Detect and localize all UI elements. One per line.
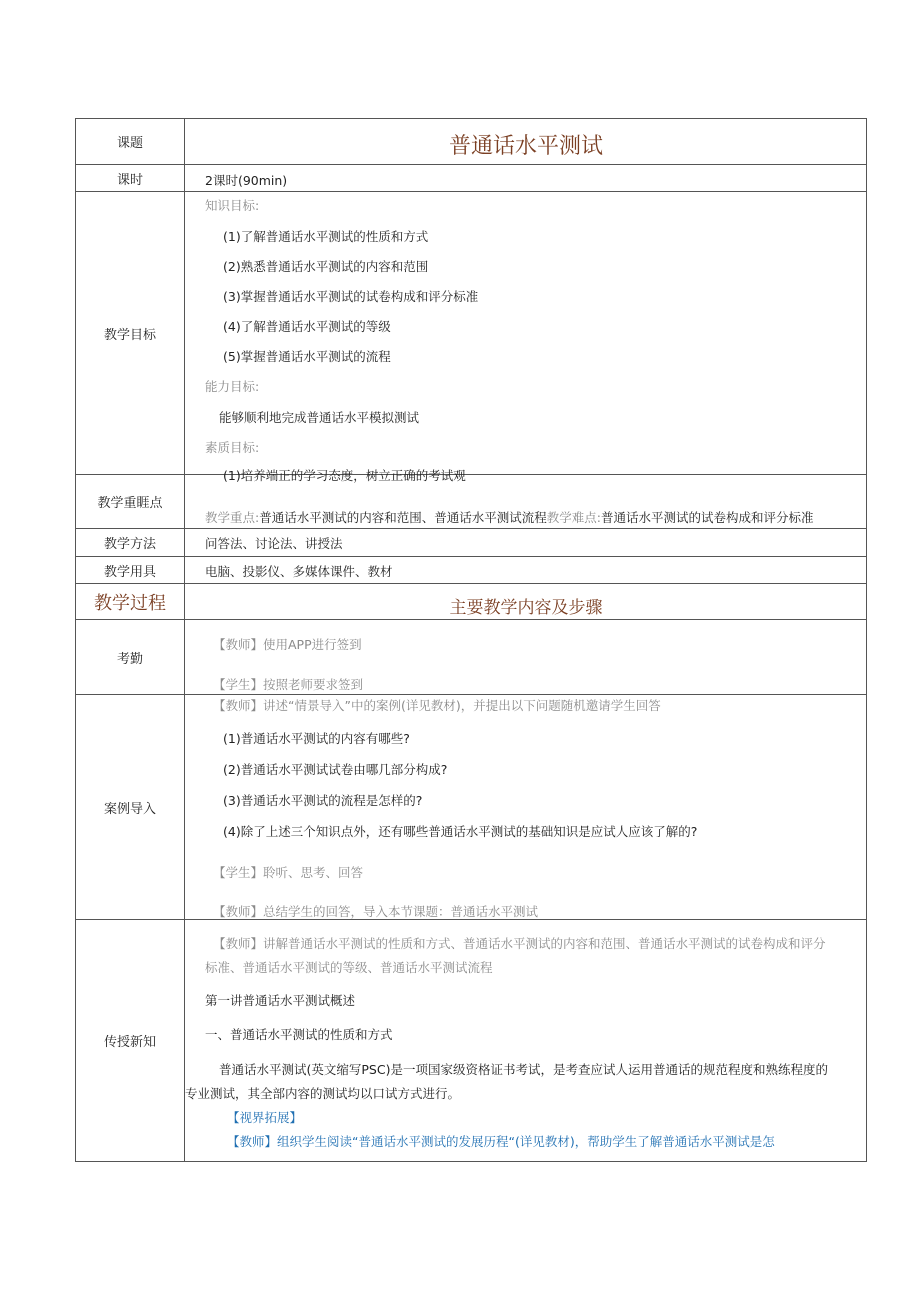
knowledge-item: (1)了解普通话水平测试的性质和方式 (223, 229, 429, 244)
reading-teacher: 【教师】组织学生阅读“普通话水平测试的发展历程“(详见教材)，帮助学生了解普通话水平测试是怎 (227, 1134, 775, 1149)
quality-heading: 素质目标: (205, 440, 260, 455)
keypoints-cell (185, 475, 867, 529)
attendance-student: 【学生】按照老师要求签到 (213, 677, 364, 692)
subject-label: 课题 (76, 119, 185, 165)
key-text: 普通话水平测试的内容和范围、普通话水平测试流程 (259, 510, 547, 525)
quality-item-cut: (1)培养端正的学习态度，树立正确的考试观 (223, 468, 466, 483)
new-knowledge-label: 传授新知 (76, 920, 185, 1162)
ability-heading: 能力目标: (205, 379, 260, 394)
process-header-cell (185, 584, 867, 620)
case-teacher: 【教师】讲述“情景导入”中的案例(详见教材)，并提出以下问题随机邀请学生回答 (213, 698, 661, 713)
keypoints-label: 教学重睚点 (76, 475, 185, 529)
knowledge-item: (5)掌握普通话水平测试的流程 (223, 349, 391, 364)
knowledge-item: (4)了解普通话水平测试的等级 (223, 319, 391, 334)
knowledge-heading: 知识目标: (205, 198, 260, 213)
case-teacher-cut: 【教师】总结学生的回答，导入本节课题：普通话水平测试 (213, 904, 539, 919)
row-hours (76, 165, 867, 192)
case-intro-cell (185, 695, 867, 920)
lecture-title: 第一讲普通话水平测试概述 (205, 993, 356, 1008)
new-teacher-line1: 【教师】讲解普通话水平测试的性质和方式、普通话水平测试的内容和范围、普通话水平测试的试卷构成和评分 (213, 936, 826, 951)
case-intro-label: 案例导入 (76, 695, 185, 920)
row-objectives (76, 192, 867, 483)
objectives-cell (185, 192, 867, 483)
case-student: 【学生】聆听、思考、回答 (213, 865, 364, 880)
case-question: (3)普通话水平测试的流程是怎样的? (223, 793, 423, 808)
row-process-header (76, 584, 867, 620)
tools-value: 电脑、投影仪、多媒体课件、教材 (205, 564, 393, 579)
case-question: (1)普通话水平测试的内容有哪些? (223, 731, 410, 746)
process-header-right: 主要教学内容及步骤 (449, 598, 603, 618)
new-knowledge-cell (185, 920, 867, 1162)
ability-item: 能够顺利地完成普通话水平模拟测试 (219, 410, 420, 425)
case-question: (4)除了上述三个知识点外，还有哪些普通话水平测试的基础知识是应试人应该了解的? (223, 824, 698, 839)
difficulty-text: 普通话水平测试的试卷构成和评分标准 (600, 510, 814, 525)
hours-cell (185, 165, 867, 192)
row-attendance (76, 620, 867, 695)
methods-cell (185, 529, 867, 557)
case-question: (2)普通话水平测试试卷由哪几部分构成? (223, 762, 448, 777)
knowledge-item: (2)熟悉普通话水平测试的内容和范围 (223, 259, 429, 274)
knowledge-item: (3)掌握普通话水平测试的试卷构成和评分标准 (223, 289, 479, 304)
tools-cell (185, 557, 867, 584)
extension-heading: 【视界拓展】 (227, 1110, 303, 1125)
lesson-plan-table (75, 118, 867, 1162)
row-keypoints (76, 475, 867, 529)
row-case-intro (76, 695, 867, 920)
attendance-cell (185, 620, 867, 695)
tools-label: 教学用具 (76, 557, 185, 584)
hours-label: 课时 (76, 165, 185, 192)
row-subject (76, 119, 867, 165)
hours-value: 2课时(90min) (205, 173, 288, 188)
process-header-left: 教学过程 (76, 584, 185, 620)
subject-cell (185, 119, 867, 165)
difficulty-label: 教学难点: (546, 510, 601, 525)
row-methods (76, 529, 867, 557)
row-tools (76, 557, 867, 584)
keypoints-line (205, 510, 813, 526)
course-title: 普通话水平测试 (448, 134, 603, 159)
section-title: 一、普通话水平测试的性质和方式 (205, 1027, 393, 1042)
methods-value: 问答法、讨论法、讲授法 (205, 536, 343, 551)
paragraph-line1: 普通话水平测试(英文缩写PSC)是一项国家级资格证书考试，是考查应试人运用普通话的规范程度和熟练程度的 (219, 1062, 828, 1077)
key-label: 教学重点: (205, 510, 260, 525)
row-new-knowledge (76, 920, 867, 1162)
attendance-teacher: 【教师】使用APP进行签到 (213, 637, 362, 652)
paragraph-line2: 专业测试，其全部内容的测试均以口试方式进行。 (185, 1086, 461, 1101)
objectives-label: 教学目标 (76, 192, 185, 475)
methods-label: 教学方法 (76, 529, 185, 557)
attendance-label: 考勤 (76, 620, 185, 695)
new-teacher-line2: 标准、普通话水平测试的等级、普通话水平测试流程 (205, 960, 493, 975)
